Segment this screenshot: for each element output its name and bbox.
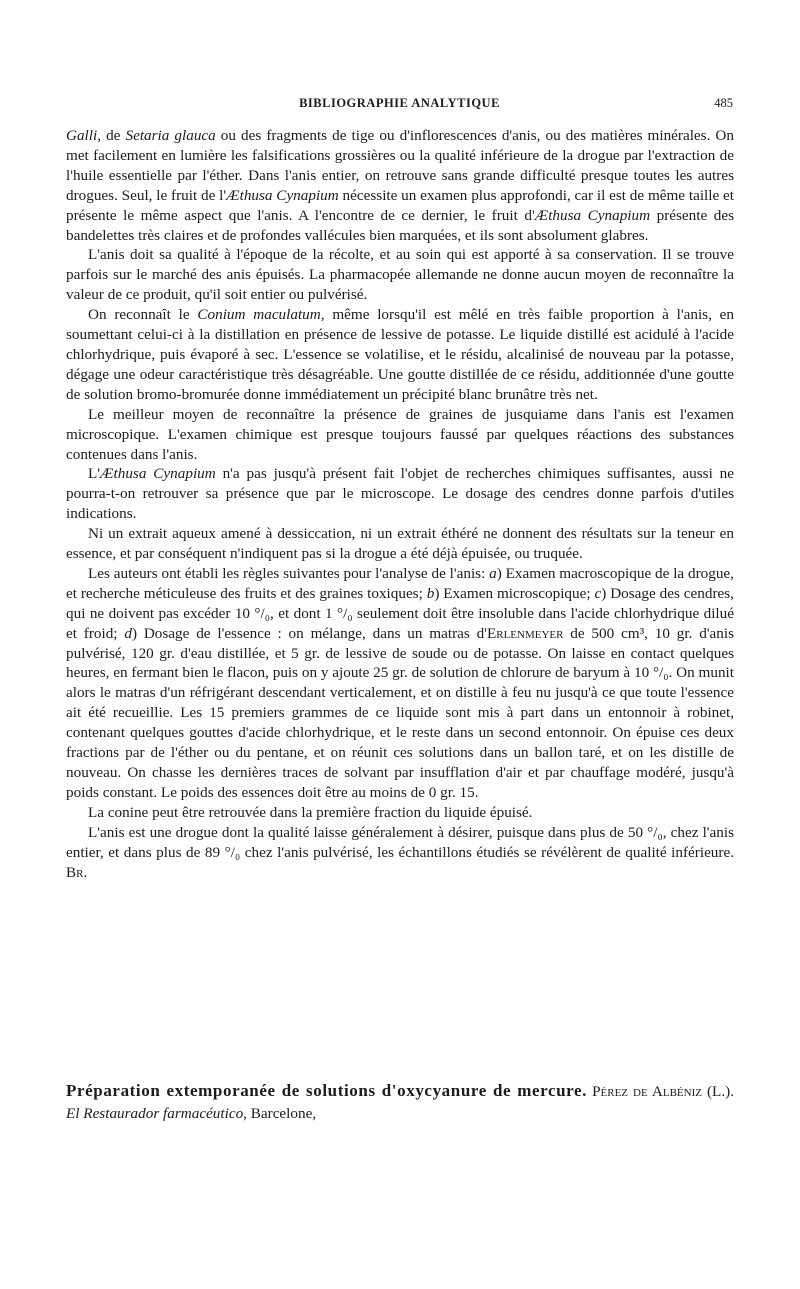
species-name: Conium maculatum (197, 306, 321, 324)
text-run: , de (97, 127, 126, 144)
paragraph-8: La conine peut être retrouvée dans la première fraction du liquide épuisé. (88, 803, 533, 821)
page-number: 485 (714, 96, 733, 110)
publication-place: , Barcelone, (243, 1105, 317, 1122)
author-signature: Br. (66, 863, 88, 881)
paragraph-9 (66, 823, 734, 883)
text-run: On reconnaît le (88, 306, 198, 324)
text-run: , même lorsqu'il est mêlé en très faible proportion à l'anis, en soumettant celui-ci à la distillation en présence de lessive de potasse. Le liquide distillé est acidulé à l'acide chlorhydrique, puis évaporé à sec. L'essence se volatilise, et le résidu, alcalinisé de nouveau par la potasse, dégage une odeur caractéristique très désagréable. Une goutte distillée de ce résidu, additionnée d'une goutte de solution bromo-bromurée donne immédiatement un précipité blanc brunâtre très net. (66, 306, 735, 403)
article-heading: Préparation extemporanée de solutions d'oxycyanure de mercure. (66, 1081, 588, 1100)
proper-name: Erlenmeyer (486, 624, 564, 642)
text-run: ) Examen microscopique; (434, 584, 595, 602)
page-header (66, 96, 733, 120)
list-marker: a (489, 564, 497, 582)
author-initial: (L.). (701, 1083, 734, 1100)
paragraph-4: Le meilleur moyen de reconnaître la présence de graines de jusquiame dans l'anis est l'examen microscopique. L'examen chimique est presque toujours faussé par quelques réactions des substances contenues dans l'anis. (66, 405, 734, 463)
text-run: présente des bandelettes très claires et de profondes vallécules bien marquées, et ils sont absolument glabres. (66, 206, 734, 244)
running-title: BIBLIOGRAPHIE ANALYTIQUE (299, 96, 500, 110)
text-run: ou des fragments de tige ou d'inflorescences d'anis, ou des matières minérales. On met facilement en lumière les falsifications grossières ou la qualité inférieure de la drogue par l'extraction de l'huile essentielle par l'éther. Dans l'anis entier, on retrouve sans grande difficulté presque toutes les autres drogues. Seul, le fruit de l' (66, 127, 734, 204)
paragraph-5 (66, 464, 734, 524)
text-run: L'anis est une drogue dont la qualité laisse généralement à désirer, puisque dans plus de 50 °/₀, chez l'anis entier, et dans plus de 89 °/₀ chez l'anis pulvérisé, les échantillons étudiés se révélèrent de qualité inférieure. (66, 823, 734, 861)
journal-title: El Restaurador farmacéutico (66, 1105, 244, 1122)
text-run: n'a pas jusqu'à présent fait l'objet de recherches chimiques suffisantes, aussi ne pourra-t-on retrouver sa présence que par le microscope. Le dosage des cendres donne parfois d'utiles indications. (66, 465, 734, 523)
text-run: L' (88, 465, 101, 483)
text-run: ) Dosage de l'essence : on mélange, dans un matras d' (131, 624, 487, 642)
species-name: Galli (66, 127, 98, 144)
paragraph-2: L'anis doit sa qualité à l'époque de la récolte, et au soin qui est apporté à sa conservation. Il se trouve parfois sur le marché des anis épuisés. La pharmacopée allemande ne donne aucun moyen de reconnaître la valeur de ce produit, qu'il soit entier ou pulvérisé. (66, 246, 734, 304)
next-article (66, 1080, 734, 1125)
species-name: Æthusa Cynapium (100, 465, 216, 483)
text-run: ) Dosage des cendres, qui ne doivent pas excéder 10 °/₀, et dont 1 °/₀ seulement doit être insoluble dans l'acide chlorhydrique dilué et froid; (66, 584, 734, 642)
text-run: Les auteurs ont établi les règles suivantes pour l'analyse de l'anis: (88, 564, 490, 582)
paragraph-3 (66, 305, 734, 405)
species-name: Æthusa Cynapium (534, 206, 651, 224)
species-name: Æthusa Cynapium (226, 186, 339, 204)
paragraph-6: Ni un extrait aqueux amené à dessiccation, ni un extrait éthéré ne donnent des résultats sur la teneur en essence, et par conséquent n'indiquent pas si la drogue a été déjà épuisée, ou truquée. (66, 525, 734, 563)
text-run: de 500 cm³, 10 gr. d'anis pulvérisé, 120 gr. d'eau distillée, et 5 gr. de lessive de soude ou de potasse. On laisse en contact quelques heures, en fermant bien le flacon, puis on y ajoute 25 gr. de solution de chlorure de baryum à 10 °/₀. On munit alors le matras d'un réfrigérant descendant verticalement, et on distille à feu nu jusqu'à ce que toute l'essence ait été recueillie. Les 15 premiers grammes de ce liquide sont mis à part dans un entonnoir à robinet, contenant quelques gouttes d'acide chlorhydrique, et le reste dans un second entonnoir. On épuise ces deux fractions par de l'éther ou du pentane, et on réunit ces solutions dans un ballon taré, et on les distille de nouveau. On chasse les dernières traces de solvant par insufflation d'air et par chauffage modéré, jusqu'à poids constant. Le poids des essences doit être au moins de 0 gr. 15. (66, 624, 735, 801)
species-name: Setaria glauca (125, 127, 216, 144)
list-marker: c (594, 584, 602, 602)
paragraph-1 (66, 126, 734, 245)
article-body (66, 126, 734, 882)
list-marker: b (426, 584, 435, 602)
text-run: nécessite un examen plus approfondi, car il est de même taille et présente le même aspect que l'anis. A l'encontre de ce dernier, le fruit d' (66, 186, 734, 224)
text-run: ) Examen macroscopique de la drogue, et recherche méticuleuse des fruits et des graines toxiques; (66, 564, 734, 602)
paragraph-7 (66, 564, 734, 803)
list-marker: d (124, 624, 132, 642)
article-author: Pérez de Albéniz (592, 1083, 702, 1100)
